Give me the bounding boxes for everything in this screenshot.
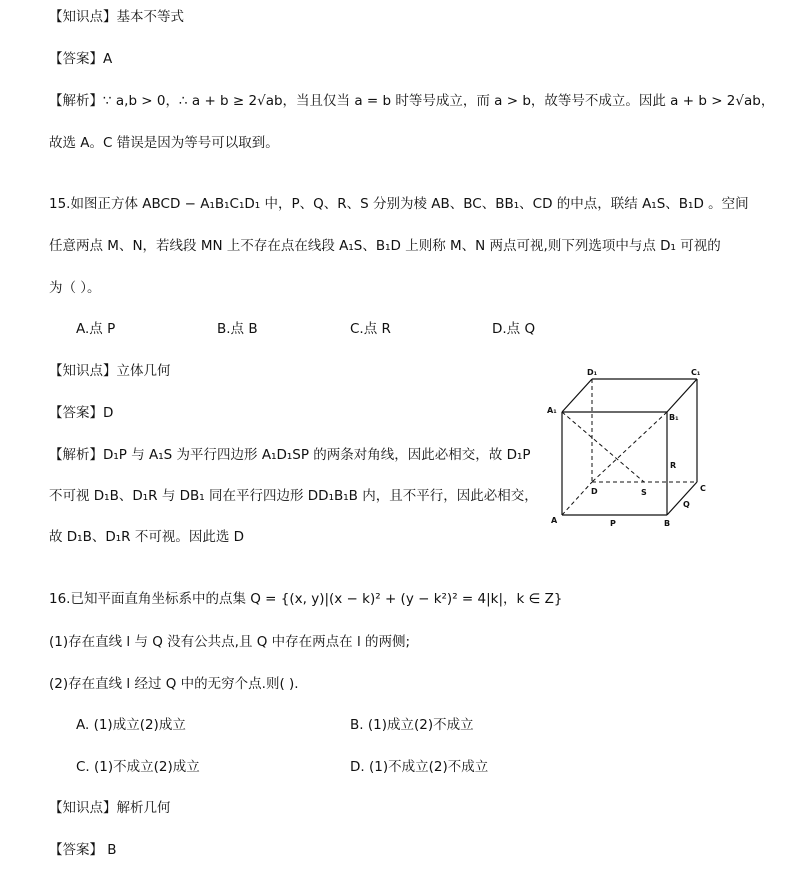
- q14-answer: 【答案】A: [49, 51, 113, 67]
- q16-stem-line-3: (2)存在直线 l 经过 Q 中的无穷个点.则( ).: [49, 676, 299, 692]
- label-a: A: [551, 516, 558, 525]
- q16-option-d: D. (1)不成立(2)不成立: [350, 759, 489, 775]
- q14-knowledge: 【知识点】基本不等式: [49, 9, 184, 25]
- label-q: Q: [683, 500, 690, 509]
- q15-analysis-line-2: 不可视 D₁B、D₁R 与 DB₁ 同在平行四边形 DD₁B₁B 内，且不平行，因此必相交，: [49, 488, 538, 504]
- label-b: B: [664, 519, 671, 528]
- edge-a-d: [562, 482, 592, 515]
- edge-b-c: [667, 482, 697, 515]
- q15-stem-line-2: 任意两点 M、N，若线段 MN 上不存在点在线段 A₁S、B₁D 上则称 M、N 两点可视,则下列选项中与点 D₁ 可视的: [49, 238, 721, 254]
- q15-analysis-line-3: 故 D₁B、D₁R 不可视。因此选 D: [49, 529, 245, 545]
- label-a1: A₁: [547, 406, 557, 415]
- q15-answer: 【答案】D: [49, 405, 114, 421]
- label-s: S: [641, 488, 647, 497]
- q16-answer: 【答案】 B: [49, 842, 117, 858]
- label-c1: C₁: [691, 368, 701, 377]
- q15-option-b: B.点 B: [217, 321, 258, 337]
- label-d: D: [591, 487, 598, 496]
- label-r: R: [670, 461, 677, 470]
- q15-knowledge: 【知识点】立体几何: [49, 363, 171, 379]
- label-b1: B₁: [669, 413, 679, 422]
- q15-option-c: C.点 R: [350, 321, 391, 337]
- q16-stem-line-2: (1)存在直线 l 与 Q 没有公共点,且 Q 中存在两点在 l 的两侧;: [49, 634, 411, 650]
- cube-figure: [540, 365, 720, 535]
- label-c: C: [700, 484, 706, 493]
- q15-stem-line-1: 15.如图正方体 ABCD − A₁B₁C₁D₁ 中，P、Q、R、S 分别为棱 AB、BC、BB₁、CD 的中点，联结 A₁S、B₁D 。空间: [49, 196, 749, 212]
- q16-option-b: B. (1)成立(2)不成立: [350, 717, 474, 733]
- q15-analysis-line-1: 【解析】D₁P 与 A₁S 为平行四边形 A₁D₁SP 的两条对角线，因此必相交，故 D₁P: [49, 447, 531, 463]
- edge-b1-c1: [667, 379, 697, 412]
- segment-b1-d: [592, 412, 667, 482]
- q14-analysis-line-1: 【解析】∵ a,b > 0，∴ a + b ≥ 2√ab，当且仅当 a = b 时等号成立，而 a > b，故等号不成立。因此 a + b > 2√ab，: [49, 93, 775, 109]
- q15-stem-line-3: 为（ ）。: [49, 280, 101, 296]
- label-d1: D₁: [587, 368, 598, 377]
- label-p: P: [610, 519, 616, 528]
- q16-option-c: C. (1)不成立(2)成立: [76, 759, 200, 775]
- q15-option-d: D.点 Q: [492, 321, 536, 337]
- q14-analysis-line-2: 故选 A。C 错误是因为等号可以取到。: [49, 135, 279, 151]
- q16-stem-line-1: 16.已知平面直角坐标系中的点集 Q = {(x, y)|(x − k)² + (y − k²)² = 4|k|，k ∈ Z}: [49, 591, 563, 607]
- edge-a1-d1: [562, 379, 592, 412]
- q15-option-a: A.点 P: [76, 321, 116, 337]
- q16-knowledge: 【知识点】解析几何: [49, 800, 171, 816]
- q16-option-a: A. (1)成立(2)成立: [76, 717, 186, 733]
